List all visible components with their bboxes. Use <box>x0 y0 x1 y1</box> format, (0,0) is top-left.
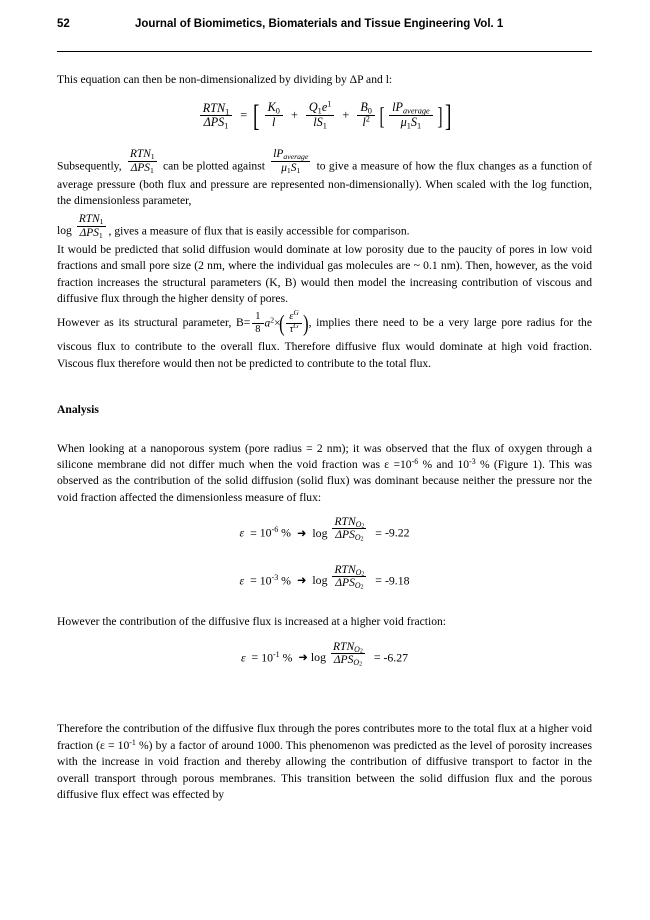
arrow-icon-3: ➜ <box>298 650 308 665</box>
coef-den: 8 <box>255 323 261 335</box>
epsilon-sup: G <box>293 308 299 318</box>
s-sub: 1 <box>417 120 422 130</box>
r1-value: -9.22 <box>384 525 410 540</box>
however-text-b: , implies there need to be a very large pore radius for the viscous flux to contribute to the overall flux. Therefore diffusive flux would dominate at high void fraction. Viscous flux therefore would then not be predicted to contribute to the total flux. <box>57 315 592 370</box>
r1-num-sub2: 2 <box>361 523 365 530</box>
journal-title: Journal of Biomimetics, Biomaterials and Tissue Engineering Vol. 1 <box>135 18 504 30</box>
result-equation-1 <box>57 515 592 545</box>
eps-label-1: ε <box>239 525 245 540</box>
epsilon-symbol: ε <box>289 310 294 323</box>
bracket-close-outer: ] <box>444 98 452 134</box>
analysis-sup-1: -6 <box>411 456 419 466</box>
b-sub: 0 <box>367 106 372 116</box>
paragraph-predicted: It would be predicted that solid diffusion would dominate at low porosity due to the paucity of pores in low void fractions and small pore size (2 nm, where the individual gas molecules are ~ 0.1 nm). Then, however, as the void fraction increases the structural parameters (K, B) would then model the increasing contribution of viscous and diffusive flux through the higher density of pores. <box>57 242 592 306</box>
l-symbol: l <box>272 114 276 129</box>
frac-eps-tau <box>286 308 302 335</box>
pressure-num-sub: average <box>283 152 309 162</box>
eps-exponent-1: -6 <box>271 525 279 535</box>
inline-formula-b <box>251 308 309 337</box>
a-sup: 2 <box>270 315 275 325</box>
pressure-num: lP <box>273 148 284 161</box>
eps-percent-1: % <box>281 525 291 540</box>
subsequently-text-b: can be plotted against <box>162 158 265 172</box>
r1-result-equals: = <box>375 525 382 540</box>
paragraph-final <box>57 721 592 803</box>
inline-frac-pressure <box>271 148 310 173</box>
paren-close: ) <box>302 310 309 337</box>
r3-num-sub: O <box>354 644 360 654</box>
ls-sub: 1 <box>322 120 327 130</box>
eps-percent-2: % <box>281 573 291 588</box>
r2-value: -9.18 <box>384 573 410 588</box>
pressure-den-mu: μ <box>281 161 287 174</box>
e-symbol: e <box>321 100 328 115</box>
ls-symbol: lS <box>313 114 323 129</box>
r3-den: ΔPS <box>333 652 354 666</box>
coef-num: 1 <box>252 311 263 323</box>
subsequently-text-c: to give a measure of how the flux changes as a function of average pressure (both flux and pressure are represented non-dimensionally). When scaled with the log function, the dimensionless parameter, <box>57 158 592 208</box>
flux-den-sub: 1 <box>150 165 154 175</box>
r1-den-sub2: 2 <box>360 537 364 544</box>
inline-frac-flux <box>128 148 157 173</box>
r1-den: ΔPS <box>335 528 355 542</box>
analysis-text-mid: % and 10 <box>422 457 470 471</box>
times-sign: × <box>274 317 281 330</box>
r3-value: -6.27 <box>383 650 409 665</box>
log-den: ΔPS <box>79 226 99 239</box>
mu-sub: 1 <box>406 120 411 130</box>
bracket-close-inner: ] <box>437 102 443 130</box>
eps-exponent-2: -3 <box>271 573 279 583</box>
result-equation-2 <box>57 562 592 593</box>
log-den-sub: 1 <box>98 230 103 240</box>
e-sup: 1 <box>327 100 332 110</box>
eps-base-2: 10 <box>259 573 272 588</box>
l2-sup: 2 <box>365 114 370 124</box>
eps-equals-2: = <box>250 573 257 588</box>
paragraph-however-structural <box>57 308 592 373</box>
equation-main <box>57 98 592 134</box>
r3-result-equals: = <box>373 650 381 665</box>
r3-num-sub2: 2 <box>359 648 363 655</box>
result-equation-3 <box>57 639 592 670</box>
r2-den: ΔPS <box>335 575 355 589</box>
bracket-open-outer: [ <box>253 98 260 134</box>
lhs-den: ΔPS <box>203 115 225 130</box>
term-k0-over-l <box>265 101 283 128</box>
lp-symbol: lP <box>392 100 403 115</box>
paragraph-log-measure <box>57 213 592 242</box>
log-num-sub: 1 <box>99 217 104 227</box>
eps-equals-1: = <box>250 525 257 540</box>
term-q1e-over-ls1 <box>306 101 335 128</box>
r1-num: RTN <box>334 515 356 529</box>
analysis-sup-2: -3 <box>469 456 476 466</box>
q-symbol: Q <box>308 100 318 115</box>
running-header <box>57 18 592 40</box>
lhs-den-sub: 1 <box>224 121 229 131</box>
l2-symbol: l <box>362 114 366 129</box>
result-frac-1 <box>332 516 366 542</box>
plus-2: + <box>342 107 350 122</box>
r3-den-sub: O <box>353 657 360 667</box>
analysis-text-1: When looking at a nanoporous system (pore radius = 2 nm); it was observed that the flux of oxygen through a silicone membrane did not differ much when the void fraction was ε =10 <box>57 441 592 471</box>
r2-result-equals: = <box>375 573 382 588</box>
eps-base-1: 10 <box>259 525 272 540</box>
paragraph-analysis <box>57 441 592 507</box>
term-lpavg-over-mus <box>389 101 433 128</box>
log-label-2: log <box>312 573 328 588</box>
arrow-icon-2: ➜ <box>296 573 307 588</box>
eps-label-3: ε <box>240 650 246 665</box>
however-text-a: However as its structural parameter, B= <box>57 315 251 329</box>
log-num: RTN <box>78 213 100 226</box>
r1-num-sub: O <box>355 520 362 530</box>
log-label-3: log <box>310 650 326 665</box>
lp-sub: average <box>403 106 430 116</box>
plus-1: + <box>290 107 298 122</box>
final-text-b: %) by a factor of around 1000. This phenomenon was predicted as the level of porosity increases with the increase in void fraction and thereby allowing the contribution of diffusive transport to factor in the overall transport through porous membranes. This transition between the solid diffusion flux and the porous diffusive flux effect was effected by <box>57 738 592 802</box>
r2-den-sub2: 2 <box>360 584 364 591</box>
result-frac-3 <box>331 641 365 667</box>
result-frac-2 <box>332 564 366 590</box>
coef-one-eighth <box>252 311 263 335</box>
r3-den-sub2: 2 <box>359 661 363 668</box>
tau-sup: G <box>293 320 299 330</box>
section-heading-analysis: Analysis <box>57 403 99 417</box>
flux-num: RTN <box>129 148 151 161</box>
flux-den: ΔPS <box>130 161 150 174</box>
log-tail-text: , gives a measure of flux that is easily accessible for comparison. <box>108 223 410 237</box>
arrow-icon-1: ➜ <box>296 525 307 540</box>
k-sub: 0 <box>275 106 280 116</box>
r2-num-sub2: 2 <box>361 571 365 578</box>
body-column <box>57 72 592 804</box>
equation-main-lhs <box>200 102 233 129</box>
final-sup: -1 <box>129 737 136 747</box>
analysis-text-end: % (Figure 1). This was observed as the contribution of the solid diffusion (solid flux) was dominant because neither the pressure nor the void fraction affected the dimensionless measure of flux: <box>57 457 592 504</box>
r1-den-sub: O <box>354 533 361 543</box>
mu-symbol: μ <box>400 114 407 129</box>
final-text-a: Therefore the contribution of the diffusive flux through the pores contributes more to the total flux at a higher void fraction (ε = 10 <box>57 722 592 752</box>
subsequently-text-a: Subsequently, <box>57 158 122 172</box>
eps-equals-3: = <box>251 650 259 665</box>
log-label-1: log <box>312 525 328 540</box>
pressure-den-s-sub: 1 <box>296 165 301 175</box>
paragraph-however-diffusive: However the contribution of the diffusive flux is increased at a higher void fraction: <box>57 615 447 629</box>
log-label: log <box>57 223 72 237</box>
r2-num: RTN <box>334 562 356 576</box>
paragraph-subsequently <box>57 148 592 210</box>
page-number: 52 <box>57 18 70 30</box>
lhs-num: RTN <box>202 101 226 116</box>
bracket-open-inner: [ <box>379 102 385 130</box>
lhs-num-sub: 1 <box>225 107 230 117</box>
k-symbol: K <box>267 100 276 115</box>
flux-num-sub: 1 <box>150 152 155 162</box>
r3-num: RTN <box>332 639 355 653</box>
eps-percent-3: % <box>282 650 293 665</box>
tau-symbol: τ <box>289 322 294 335</box>
paren-open: ( <box>279 310 286 337</box>
a-symbol: a <box>264 317 271 330</box>
b-symbol: B <box>360 100 368 115</box>
pressure-den-mu-sub: 1 <box>286 165 291 175</box>
pressure-den-s: S <box>290 161 297 174</box>
eps-base-3: 10 <box>261 650 273 665</box>
term-b0-over-l2 <box>357 101 375 128</box>
q-sub: 1 <box>317 106 322 116</box>
inline-frac-log <box>77 213 106 238</box>
r2-num-sub: O <box>355 567 362 577</box>
eps-label-2: ε <box>239 573 245 588</box>
intro-paragraph: This equation can then be non-dimensionalized by dividing by ΔP and l: <box>57 73 393 86</box>
eps-exponent-3: -1 <box>273 650 280 659</box>
equals-sign: = <box>240 107 248 122</box>
r2-den-sub: O <box>354 581 361 591</box>
header-rule <box>57 51 592 52</box>
s-symbol: S <box>410 114 418 129</box>
